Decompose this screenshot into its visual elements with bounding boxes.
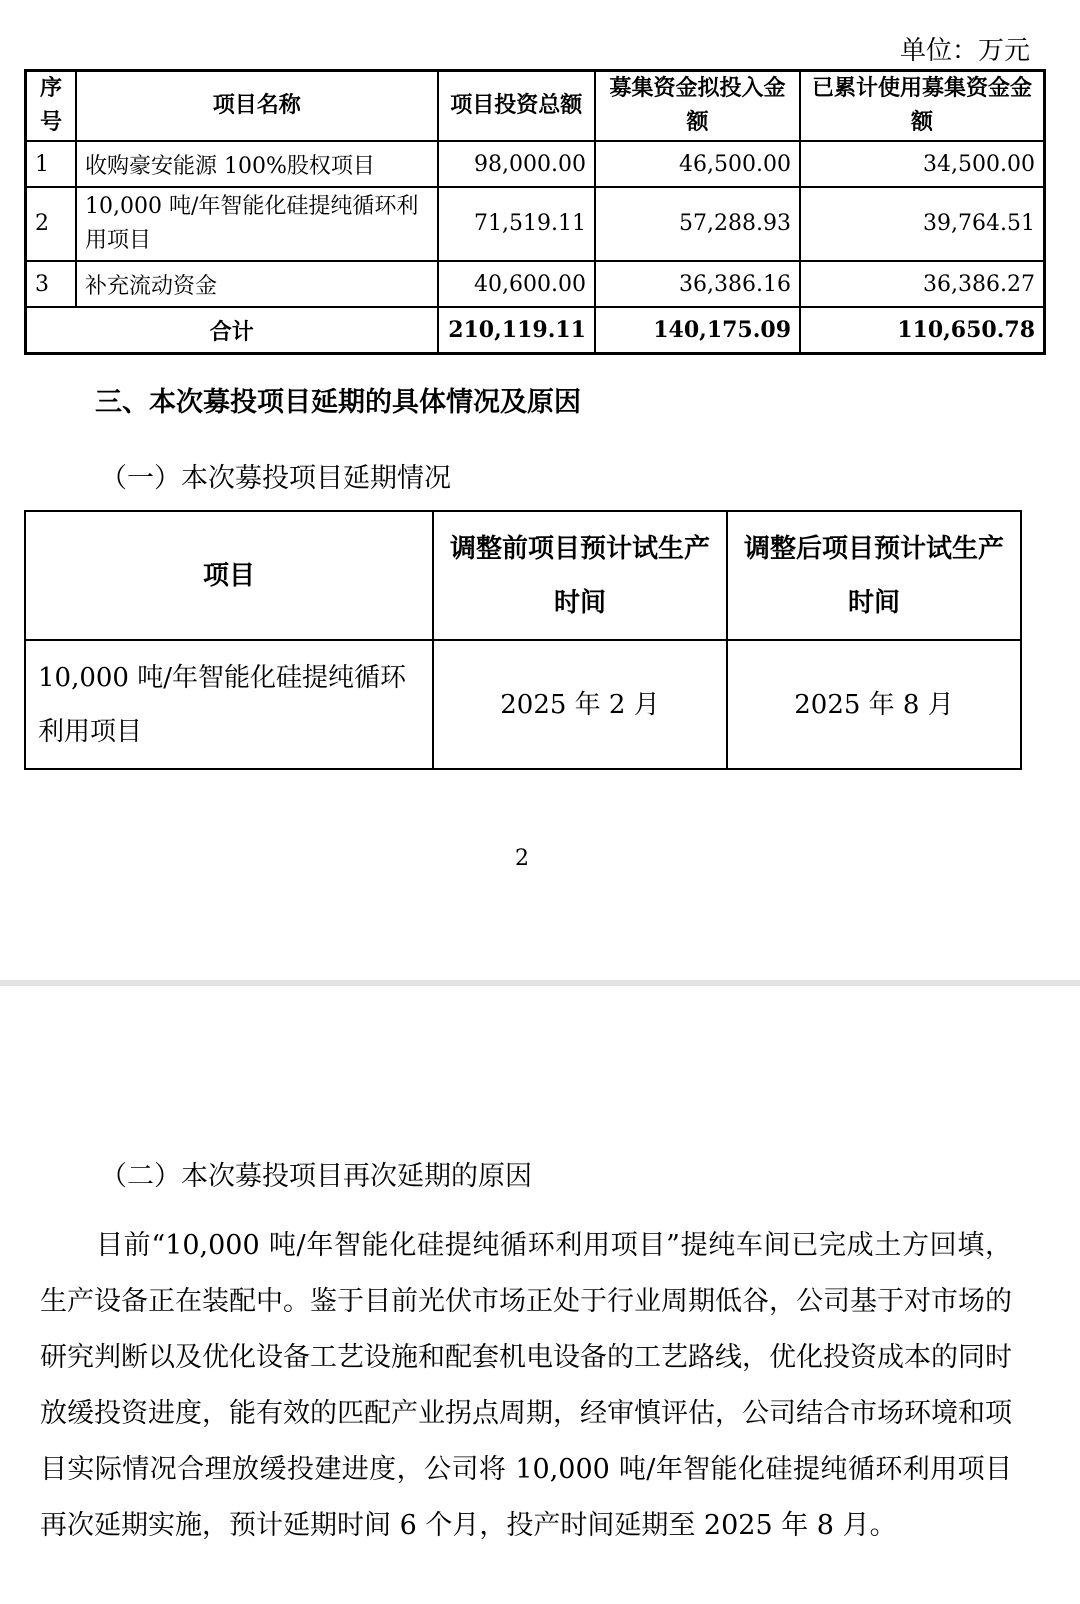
header-project-name: 项目名称	[76, 71, 438, 142]
cell-project: 10,000 吨/年智能化硅提纯循环利用项目	[25, 640, 433, 769]
subsection-title-reason: （二）本次募投项目再次延期的原因	[100, 1161, 532, 1192]
header-planned-raise: 募集资金拟投入金额	[595, 71, 800, 142]
header-seq: 序号	[26, 71, 77, 142]
table-total-row	[26, 307, 1045, 354]
cell-seq: 2	[26, 187, 77, 261]
section-title: 三、本次募投项目延期的具体情况及原因	[95, 387, 581, 418]
page-divider	[0, 980, 1080, 986]
cell-name: 10,000 吨/年智能化硅提纯循环利用项目	[76, 187, 438, 261]
cell-seq: 3	[26, 261, 77, 307]
header-before: 调整前项目预计试生产时间	[433, 511, 727, 640]
table-row	[26, 261, 1045, 307]
cell-after: 2025 年 8 月	[727, 640, 1021, 769]
unit-label: 单位：万元	[899, 36, 1030, 66]
table-row	[26, 187, 1045, 261]
cell-total-invest: 40,600.00	[438, 261, 595, 307]
header-after: 调整后项目预计试生产时间	[727, 511, 1021, 640]
reason-paragraph: 目前“10,000 吨/年智能化硅提纯循环利用项目”提纯车间已完成土方回填，生产设备正在装配中。鉴于目前光伏市场正处于行业周期低谷，公司基于对市场的研究判断以及优化设备工艺设施和配套机电设备的工艺路线，优化投资成本的同时放缓投资进度，能有效的匹配产业拐点周期，经审慎评估，公司结合市场环境和项目实际情况合理放缓投建进度，公司将 10,000 吨/年智能化硅提纯循环利用项目再次延期实施，预计延期时间 6 个月，投产时间延期至 2025 年 8 月。	[40, 1230, 1012, 1541]
table-header-row	[26, 71, 1045, 142]
cell-planned-raise: 57,288.93	[595, 187, 800, 261]
header-total-invest: 项目投资总额	[438, 71, 595, 142]
total-invest: 210,119.11	[438, 307, 595, 354]
cell-name: 收购豪安能源 100%股权项目	[76, 141, 438, 187]
table-header-row	[25, 511, 1021, 640]
fund-usage-table	[24, 69, 1046, 355]
cell-used-raise: 34,500.00	[800, 141, 1044, 187]
cell-before: 2025 年 2 月	[433, 640, 727, 769]
cell-name: 补充流动资金	[76, 261, 438, 307]
header-used-raise: 已累计使用募集资金金额	[800, 71, 1044, 142]
cell-planned-raise: 36,386.16	[595, 261, 800, 307]
cell-total-invest: 98,000.00	[438, 141, 595, 187]
total-label: 合计	[26, 307, 438, 354]
total-planned-raise: 140,175.09	[595, 307, 800, 354]
header-project: 项目	[25, 511, 433, 640]
delay-table	[24, 510, 1022, 770]
cell-used-raise: 39,764.51	[800, 187, 1044, 261]
page-number: 2	[515, 846, 529, 871]
table-row	[25, 640, 1021, 769]
subsection-title-delay: （一）本次募投项目延期情况	[100, 463, 451, 494]
cell-planned-raise: 46,500.00	[595, 141, 800, 187]
table-row	[26, 141, 1045, 187]
cell-total-invest: 71,519.11	[438, 187, 595, 261]
cell-seq: 1	[26, 141, 77, 187]
cell-used-raise: 36,386.27	[800, 261, 1044, 307]
total-used-raise: 110,650.78	[800, 307, 1044, 354]
